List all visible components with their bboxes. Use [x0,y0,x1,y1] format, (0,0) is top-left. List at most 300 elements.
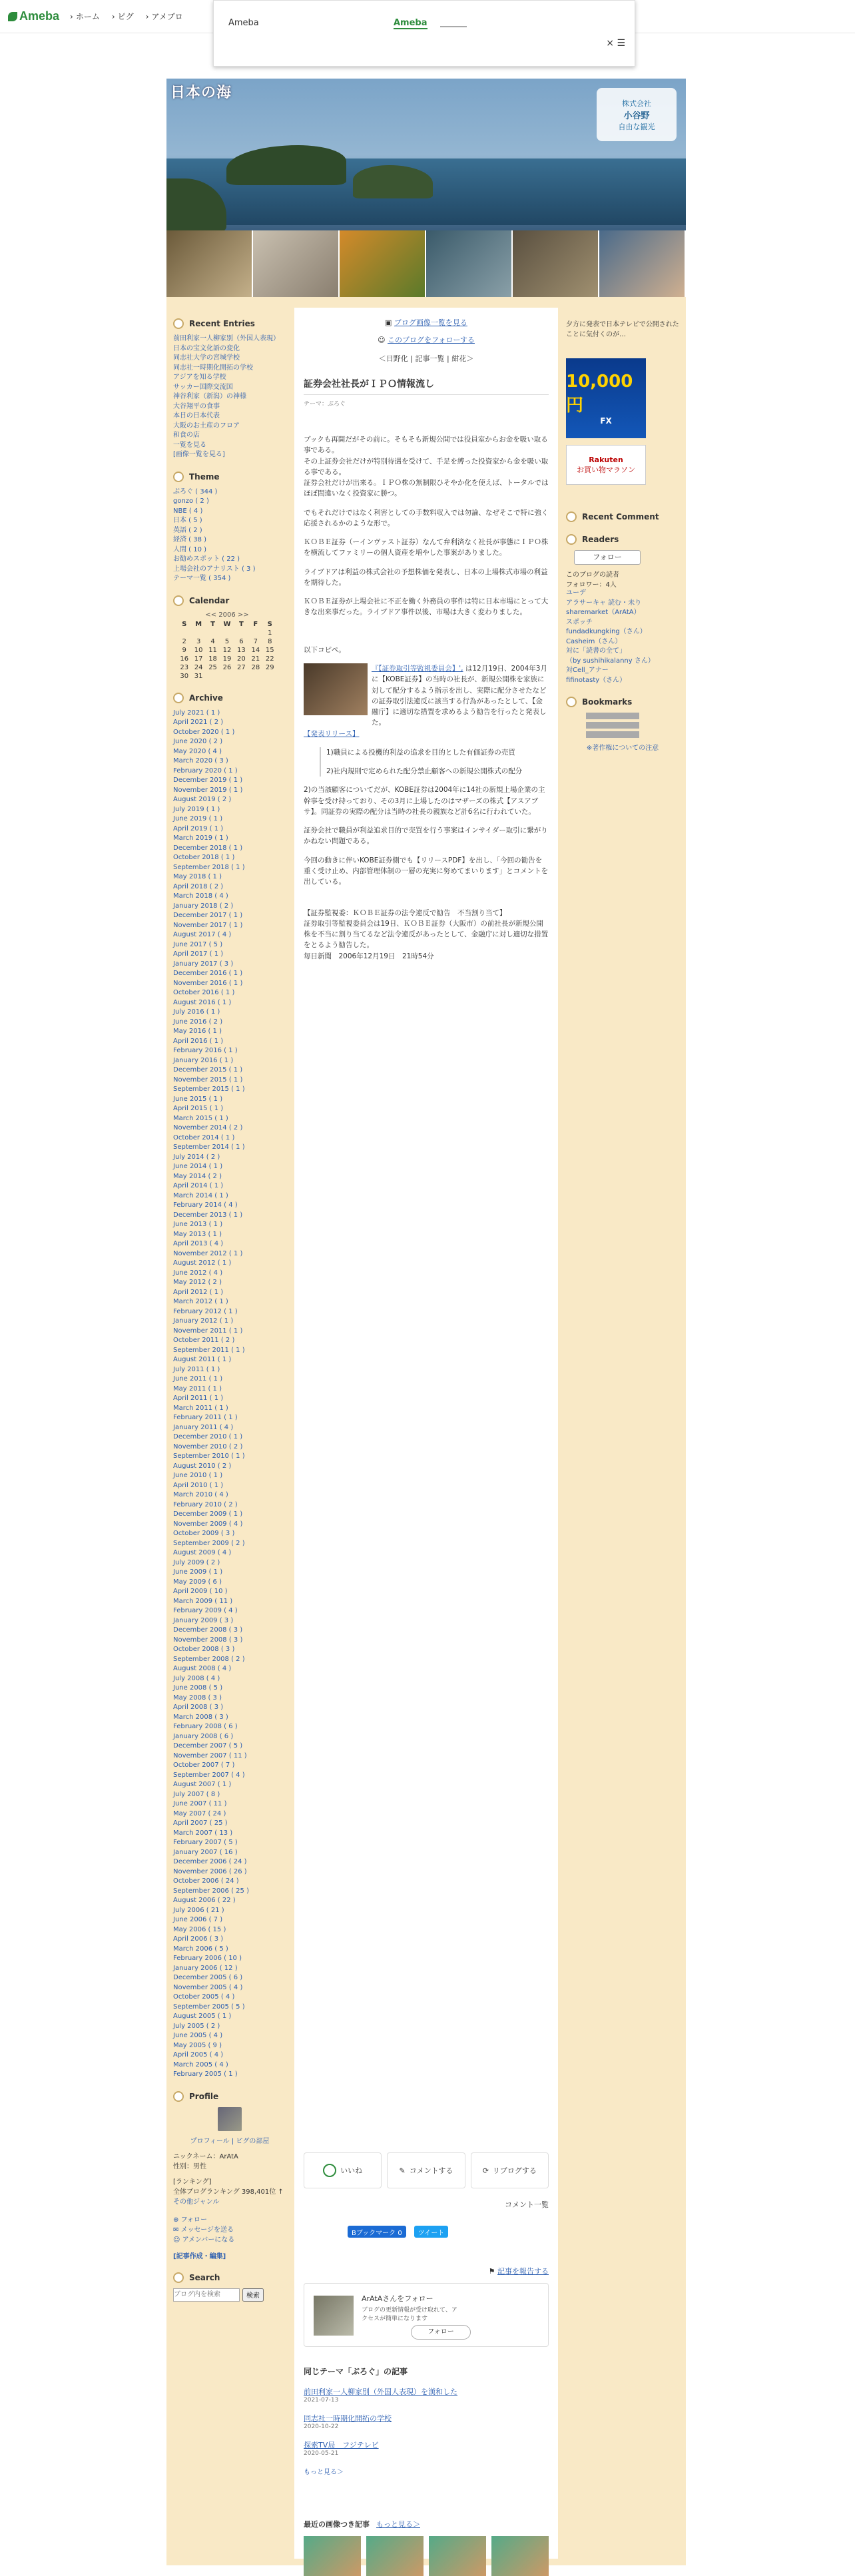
calendar-day: 20 [237,655,246,663]
archive-link[interactable]: October 2005 ( 4 ) [173,1993,235,2001]
calendar-day: 23 [180,663,189,671]
calendar-day: 21 [251,655,260,663]
archive-link[interactable]: November 2006 ( 26 ) [173,1867,247,1875]
archive-link[interactable]: October 2020 ( 1 ) [173,728,235,736]
message-link[interactable]: ✉ メッセージを送る [173,2226,234,2234]
article-image[interactable] [304,663,368,715]
archive-link[interactable]: May 2006 ( 15 ) [173,1925,226,1933]
calendar-day: 27 [237,663,246,671]
archive-link[interactable]: February 2010 ( 2 ) [173,1500,238,1508]
release-link[interactable]: 【発表リリース】 [304,729,360,738]
copy-label: 以下コピペ。 [304,645,346,654]
theme-link[interactable]: 日本 ( 5 ) [173,517,202,524]
archive-link[interactable]: December 2007 ( 5 ) [173,1742,243,1750]
calendar-day: 8 [268,637,272,645]
reader-link[interactable]: 対Cell_アナー [566,667,609,674]
reader-link[interactable]: fifinotasty（さん） [566,676,627,684]
right-sidebar [566,318,679,764]
archive-link[interactable]: December 2017 ( 1 ) [173,912,243,919]
archive-link[interactable]: February 2016 ( 1 ) [173,1047,238,1054]
recent-entry-link[interactable]: 和食の店 [173,432,200,439]
bookmark-banner[interactable] [586,731,639,738]
archive-link[interactable]: April 2005 ( 4 ) [173,2051,224,2059]
recent-entry-link[interactable]: 同志社大学の宮城学校 [173,354,240,362]
comment-list-link[interactable]: コメント一覧 [505,2200,549,2209]
archive-link[interactable]: June 2008 ( 5 ) [173,1684,223,1692]
archive-link[interactable]: March 2015 ( 1 ) [173,1114,228,1122]
archive-link[interactable]: May 2008 ( 3 ) [173,1694,222,1702]
archive-link[interactable]: August 2006 ( 22 ) [173,1897,236,1904]
archive-link[interactable]: March 2020 ( 3 ) [173,757,228,765]
section-dot-icon [173,595,184,606]
calendar-day [220,629,234,637]
ranking-value: 全体ブログランキング 398,401位 ↑ [173,2188,284,2196]
archive-link[interactable]: August 2017 ( 4 ) [173,931,232,938]
archive-link[interactable]: September 2008 ( 2 ) [173,1655,245,1663]
archive-link[interactable]: June 2014 ( 1 ) [173,1163,223,1170]
recent-entry-link[interactable]: 日本の宝文化語の変化 [173,344,240,352]
archive-link[interactable]: November 2008 ( 3 ) [173,1636,243,1644]
photo-list-link[interactable]: ▣ ブログ画像一覧を見る [385,318,467,327]
reader-link[interactable]: sharemarket（ArAtA） [566,609,641,616]
archive-link[interactable]: July 2006 ( 21 ) [173,1906,224,1914]
archive-link[interactable]: April 2012 ( 1 ) [173,1288,224,1296]
calendar-day [248,629,262,637]
archive-link[interactable]: January 2011 ( 4 ) [173,1423,234,1431]
close-icon[interactable]: × ☰ [606,38,625,49]
same-theme-item: 前田利家一人柳家別（外国人表現）を漢和した 2021-07-13 [304,2388,457,2404]
overlay-label: Ameba [228,18,259,28]
overlay-link[interactable]: Ameba [394,18,428,28]
archive-link[interactable]: July 2009 ( 2 ) [173,1558,220,1566]
archive-link[interactable]: May 2011 ( 1 ) [173,1385,222,1393]
theme-link[interactable]: 上場会社のアナリスト ( 3 ) [173,565,256,573]
theme-link[interactable]: 経済 ( 38 ) [173,536,207,543]
archive-link[interactable]: October 2009 ( 3 ) [173,1530,235,1537]
archive-link[interactable]: June 2019 ( 1 ) [173,815,223,822]
archive-link[interactable]: September 2018 ( 1 ) [173,863,245,871]
section-dot-icon [173,2272,184,2283]
archive-link[interactable]: April 2010 ( 1 ) [173,1481,224,1489]
archive-link[interactable]: April 2021 ( 2 ) [173,719,224,726]
person-icon: ☺ [378,336,388,344]
same-theme-item: 探索TV局 フジテレビ 2020-05-21 [304,2441,379,2457]
calendar-day: 5 [224,637,230,645]
recent-entry-link[interactable]: 大阪のお土産のフロア [173,422,240,430]
theme-link[interactable]: ぶろぐ ( 344 ) [173,487,218,495]
overlay-line [440,18,467,27]
calendar-weekday: M [195,620,202,628]
comment-button[interactable]: ✎ コメントする [387,2152,465,2188]
archive-link[interactable]: April 2016 ( 1 ) [173,1037,224,1045]
calendar-day: 3 [196,637,201,645]
archive-link[interactable]: November 2017 ( 1 ) [173,921,243,929]
main-content [294,308,558,2559]
archive-link[interactable]: October 2008 ( 3 ) [173,1646,235,1653]
calendar-day: 12 [222,646,232,654]
archive-link[interactable]: May 2018 ( 1 ) [173,873,222,880]
archive-link[interactable]: February 2006 ( 10 ) [173,1955,242,1962]
archive-link[interactable]: January 2007 ( 16 ) [173,1848,238,1856]
archive-link[interactable]: May 2007 ( 24 ) [173,1809,226,1817]
archive-link[interactable]: February 2020 ( 1 ) [173,767,238,775]
recent-entry-link[interactable]: 前田利家一人柳家別（外国人表現） [173,335,280,342]
archive-link[interactable]: December 2010 ( 1 ) [173,1433,243,1441]
archive-link[interactable]: December 2013 ( 1 ) [173,1211,243,1219]
latest-image[interactable] [366,2536,424,2576]
archive-link[interactable]: April 2018 ( 2 ) [173,882,224,890]
thumb-image [513,230,599,297]
archive-list [173,709,286,2079]
theme-link[interactable]: お勧めスポット ( 22 ) [173,555,240,563]
nav-ameblo[interactable]: › アメブロ [145,11,183,21]
island-shape [353,165,433,198]
archive-link[interactable]: February 2005 ( 1 ) [173,2071,238,2078]
reader-link[interactable]: fundadkungking（さん） [566,628,647,635]
archive-link[interactable]: November 2014 ( 2 ) [173,1124,243,1131]
archive-link[interactable]: July 2008 ( 4 ) [173,1674,220,1682]
archive-link[interactable]: November 2005 ( 4 ) [173,1983,243,1991]
paragraph: 2)の当該顧客についてだが、KOBE証券は2004年に14社の新規上場企業の主幹事を受け持っており、その3月に上場したのはマザーズの株式【アスアブサ】。同証券の実際の配分は当時の社長の親族など計6名に行われていた。 [304,786,545,816]
theme-link[interactable]: 人間 ( 10 ) [173,545,207,553]
section-dot-icon [173,2091,184,2102]
intro-text: 夕方に発表で日本テレビで公開されたことに気付くのが… [566,321,679,338]
calendar-day [248,672,262,681]
rakuten-ad[interactable]: Rakuten お買い物マラソン [566,445,646,485]
archive-link[interactable]: February 2009 ( 4 ) [173,1607,238,1614]
archive-link[interactable]: March 2010 ( 4 ) [173,1491,228,1498]
archive-link[interactable]: July 2014 ( 2 ) [173,1153,220,1161]
archive-link[interactable]: April 2011 ( 1 ) [173,1395,224,1402]
archive-link[interactable]: August 2011 ( 1 ) [173,1356,232,1363]
archive-link[interactable]: November 2009 ( 4 ) [173,1520,243,1528]
archive-link[interactable]: February 2008 ( 6 ) [173,1723,238,1730]
archive-link[interactable]: October 2007 ( 7 ) [173,1762,235,1769]
nav-pigg[interactable]: › ピグ [111,11,134,21]
calendar-day: 26 [222,663,232,671]
archive-link[interactable]: June 2020 ( 2 ) [173,738,223,745]
archive-link[interactable]: July 2007 ( 8 ) [173,1790,220,1798]
article-theme[interactable]: テーマ：ぶろぐ [304,401,346,408]
archive-link[interactable]: December 2009 ( 1 ) [173,1510,243,1518]
blog-title[interactable]: 日本の海 [170,85,232,101]
calendar-day: 25 [208,663,217,671]
archive-link[interactable]: September 2014 ( 1 ) [173,1143,245,1151]
person-icon: ☺ [173,2236,182,2244]
latest-image[interactable] [429,2536,486,2576]
latest-image[interactable] [491,2536,549,2576]
archive-link[interactable]: June 2015 ( 1 ) [173,1095,223,1103]
entry-nav[interactable]: ＜日野化 | 記事一覧 | 紺花＞ [378,354,474,363]
article-body [304,434,549,962]
section-dot-icon [173,693,184,703]
archive-link[interactable]: June 2013 ( 1 ) [173,1221,223,1228]
follow-card-button[interactable]: フォロー [411,2325,471,2340]
archive-link[interactable]: December 2019 ( 1 ) [173,777,243,784]
archive-link[interactable]: October 2014 ( 1 ) [173,1133,235,1141]
archive-link[interactable]: January 2016 ( 1 ) [173,1056,234,1064]
archive-link[interactable]: August 2019 ( 2 ) [173,796,232,803]
archive-link[interactable]: November 2011 ( 1 ) [173,1327,243,1335]
follow-blog-link[interactable]: ☺ このブログをフォローする [378,336,475,344]
archive-link[interactable]: March 2009 ( 11 ) [173,1597,233,1605]
readers-follow-button[interactable]: フォロー [574,550,641,565]
quote-link[interactable]: 『【証券取引等監視委員会】', [372,664,463,673]
archive-link[interactable]: October 2016 ( 1 ) [173,989,235,996]
section-dot-icon [173,318,184,329]
archive-link[interactable]: March 2019 ( 1 ) [173,834,228,842]
chevron-right-icon: › [70,11,73,21]
reblog-icon: ⟳ [482,2166,489,2175]
archive-link[interactable]: December 2018 ( 1 ) [173,844,243,852]
archive-link[interactable]: August 2005 ( 1 ) [173,2013,232,2020]
archive-link[interactable]: June 2006 ( 7 ) [173,1916,223,1923]
calendar-day: 13 [237,646,246,654]
recent-comment-section: Recent Comment [566,511,679,522]
paragraph: ライブドアは利益の株式会社の予想株価を発表し、日本の上場株式市場の利益を期待した。 [304,567,548,587]
archive-link[interactable]: April 2013 ( 4 ) [173,1240,224,1247]
archive-link[interactable]: March 2014 ( 1 ) [173,1191,228,1199]
archive-link[interactable]: July 2019 ( 1 ) [173,805,220,813]
like-button[interactable]: いいね [304,2152,382,2188]
archive-link[interactable]: September 2009 ( 2 ) [173,1539,245,1547]
archive-link[interactable]: April 2017 ( 1 ) [173,950,224,958]
archive-link[interactable]: June 2010 ( 1 ) [173,1472,223,1479]
flag-icon: ⚑ [488,2267,497,2276]
paragraph: 【証券監視委：ＫＯＢＥ証券の法令違反で勧告 不当割り当て】 証券取引等監視委員会は19日、ＫＯＢＥ証券（大阪市）の前社長が新規公開株を不当に割り当てるなど法令違反があったとして、金融庁に対し適切な措置をとるよう勧告した。 毎日新聞 2006年12月19日 21時54分 [304,908,549,960]
archive-link[interactable]: August 2010 ( 2 ) [173,1462,232,1470]
archive-link[interactable]: March 2018 ( 4 ) [173,892,228,900]
archive-link[interactable]: December 2008 ( 3 ) [173,1626,243,1634]
paragraph: 証券会社で職員が利益追求目的で売買を行う事案はインサイダー取引に繋がりかねない問題である。 [304,826,548,846]
nav-home[interactable]: › ホーム [70,11,100,21]
calendar-weekday: T [238,620,244,628]
bookmark-banner[interactable] [586,722,639,729]
readers-list [566,589,679,685]
same-theme-item: 同志社一時期化開拓の学校 2020-10-22 [304,2414,392,2430]
theme-link[interactable]: gonzo ( 2 ) [173,497,209,505]
archive-link[interactable]: June 2016 ( 2 ) [173,1018,223,1026]
archive-link[interactable]: September 2006 ( 25 ) [173,1887,249,1895]
amember-link[interactable]: ☺ アメンバーになる [173,2236,235,2244]
reader-link[interactable]: 対に「読書の全て」 [566,647,626,655]
hatena-bookmark-button[interactable]: Bブックマーク 0 [348,2226,406,2238]
recent-entry-link[interactable]: 一覧を見る [173,441,206,449]
archive-link[interactable]: November 2016 ( 1 ) [173,979,243,987]
search-section: Search ブログ内を検索 検索 [173,2272,286,2302]
archive-link[interactable]: September 2010 ( 1 ) [173,1452,245,1460]
copyright-note-link[interactable]: ※著作権についての注意 [586,745,659,752]
archive-link[interactable]: April 2014 ( 1 ) [173,1182,224,1189]
archive-link[interactable]: April 2006 ( 3 ) [173,1935,224,1943]
comment-icon: ✎ [399,2166,406,2175]
quote-block [320,747,549,777]
same-theme-section [304,2366,549,2476]
reader-link[interactable]: （by sushihikalanny さん） [566,657,655,665]
calendar-day: 9 [182,646,186,654]
author-avatar[interactable] [314,2296,354,2336]
archive-link[interactable]: August 2016 ( 1 ) [173,998,232,1006]
recent-entry-link[interactable]: 神谷利家（新潟）の神様 [173,393,246,400]
archive-link[interactable]: November 2012 ( 1 ) [173,1249,243,1257]
archive-section: Archive July 2021 ( 1 ) April 2021 ( 2 ) October 2020 ( 1 ) June 2020 ( 2 ) May 2020 ( 4 ) March 2020 ( 3 ) February 2020 ( 1 ) December 2019 ( 1 ) November 2019 ( 1 ) August 2019 ( 2 ) July 2019 ( 1 ) June 2019 ( 1 ) April 2019 ( 1 ) March 2019 ( 1 ) December 2018 ( 1 ) October 2018 ( 1 ) September 2018 ( 1 ) May 2018 ( 1 ) April 2018 ( 2 ) March 2018 ( 4 ) January 2018 ( 2 ) December 2017 ( 1 ) November 2017 ( 1 ) August 2017 ( 4 ) June 2017 ( 5 ) April 2017 ( 1 ) January 2017 ( 3 ) December 2016 ( 1 ) November 2016 ( 1 ) October 2016 ( 1 ) August 2016 ( 1 ) July 2016 ( 1 ) June 2016 ( 2 ) May 2016 ( 1 ) April 2016 ( 1 ) February 2016 ( 1 ) January 2016 ( 1 ) December 2015 ( 1 ) November 2015 ( 1 ) September 2015 ( 1 ) June 2015 ( 1 ) April 2015 ( 1 ) March 2015 ( 1 ) November 2014 ( 2 ) October 2014 ( 1 ) September 2014 ( 1 ) July 2014 ( 2 ) June 2014 ( 1 ) May 2014 ( 2 ) April 2014 ( 1 ) March 2014 ( 1 ) February 2014 ( 4 ) December 2013 ( 1 ) June 2013 ( 1 ) May 2013 ( 1 ) April 2013 ( 4 ) November 2012 ( 1 ) August 2012 ( 1 ) June 2012 ( 4 ) May 2012 ( 2 ) April 2012 ( 1 ) March 2012 ( 1 ) February 2012 ( 1 ) January 2012 ( 1 ) November 2011 ( 1 ) October 2011 ( 2 ) September 2011 ( 1 ) August 2011 ( 1 ) July 2011 ( 1 ) June 2011 ( 1 ) May 2011 ( 1 ) April 2011 ( 1 ) March 2011 ( 1 ) February 2011 ( 1 ) January 2011 ( 4 ) December 2010 ( 1 ) November 2010 ( 2 ) September 2010 ( 1 ) August 2010 ( 2 ) June 2010 ( 1 ) April 2010 ( 1 ) March 2010 ( 4 ) February 2010 ( 2 ) December 2009 ( 1 ) November 2009 ( 4 ) October 2009 ( 3 ) September 2009 ( 2 ) August 2009 ( 4 ) July 2009 ( 2 ) June 2009 ( 1 ) May 2009 ( 6 ) April 2009 ( 10 ) March 2009 ( 11 ) February 2009 ( 4 ) January 2009 ( 3 ) December 2008 ( 3 ) November 2008 ( 3 ) October 2008 ( 3 ) September 2008 ( 2 ) August 2008 ( 4 ) July 2008 ( 4 ) June 2008 ( 5 ) May 2008 ( 3 ) April 2008 ( 3 ) March 2008 ( 3 ) February 2008 ( 6 ) January 2008 ( 6 ) December 2007 ( 5 ) November 2007 ( 11 ) October 2007 ( 7 ) September 2007 ( 4 ) August 2007 ( 1 ) July 2007 ( 8 ) June 2007 ( 11 ) May 2007 ( 24 ) April 2007 ( 25 ) March 2007 ( 13 ) February 2007 ( 5 ) January 2007 ( 16 ) December 2006 ( 24 ) November 2006 ( 26 ) October 2006 ( 24 ) September 2006 ( 25 ) August 2006 ( 22 ) July 2006 ( 21 ) June 2006 ( 7 ) May 2006 ( 15 ) April 2006 ( 3 ) March 2006 ( 5 ) February 2006 ( 10 ) January 2006 ( 12 ) December 2005 ( 6 ) November 2005 ( 4 ) October 2005 ( 4 ) September 2005 ( 5 ) August 2005 ( 1 ) July 2005 ( 2 ) June 2005 ( 4 ) May 2005 ( 9 ) April 2005 ( 4 ) March 2005 ( 4 ) February 2005 ( 1 ) [173,693,286,2079]
archive-link[interactable]: August 2008 ( 4 ) [173,1665,232,1672]
archive-link[interactable]: September 2005 ( 5 ) [173,2003,245,2011]
archive-link[interactable]: June 2017 ( 5 ) [173,940,223,948]
archive-link[interactable]: May 2014 ( 2 ) [173,1172,222,1180]
calendar-day: 14 [251,646,260,654]
reader-link[interactable]: Casheim（さん） [566,637,622,645]
archive-link[interactable]: November 2007 ( 11 ) [173,1752,247,1760]
archive-link[interactable]: December 2015 ( 1 ) [173,1066,243,1074]
archive-link[interactable]: January 2008 ( 6 ) [173,1732,234,1740]
ameba-logo[interactable]: Ameba [8,9,59,23]
section-dot-icon [566,534,577,545]
ranking-more-link[interactable]: その他ジャンル [173,2198,220,2206]
paragraph: 今回の動きに伴いKOBE証券側でも【リリースPDF】を出し、「今回の勧告を重く受け止め、内部管理体制の一層の充実に努めてまいります」とコメントを出している。 [304,856,549,886]
archive-link[interactable]: May 2016 ( 1 ) [173,1028,222,1035]
archive-link[interactable]: June 2012 ( 4 ) [173,1269,223,1277]
search-button[interactable]: 検索 [242,2288,264,2302]
latest-image[interactable] [304,2536,361,2576]
archive-link[interactable]: May 2020 ( 4 ) [173,747,222,755]
archive-link[interactable]: June 2009 ( 1 ) [173,1568,223,1576]
archive-link[interactable]: August 2012 ( 1 ) [173,1259,232,1267]
latest-images-section [304,2519,549,2576]
archive-link[interactable]: January 2018 ( 2 ) [173,902,234,910]
archive-link[interactable]: May 2005 ( 9 ) [173,2041,222,2049]
calendar-weekday: S [267,620,272,628]
chevron-right-icon: › [145,11,149,21]
archive-link[interactable]: July 2005 ( 2 ) [173,2022,220,2030]
archive-link[interactable]: February 2011 ( 1 ) [173,1414,238,1421]
header-thumbnails [166,230,686,297]
calendar-month[interactable]: << 2006 >> [205,611,249,619]
island-shape [226,145,346,185]
calendar-day: 19 [222,655,232,663]
calendar-day [263,672,277,681]
theme-link[interactable]: 英語 ( 2 ) [173,526,202,534]
archive-link[interactable]: April 2008 ( 3 ) [173,1704,224,1711]
archive-link[interactable]: July 2011 ( 1 ) [173,1365,220,1373]
tweet-button[interactable]: ツイート [414,2226,449,2238]
report-link[interactable]: ⚑ 記事を報告する [488,2267,549,2276]
recent-entry-link[interactable]: 本日の日本代表 [173,412,220,420]
archive-link[interactable]: November 2015 ( 1 ) [173,1076,243,1084]
archive-link[interactable]: May 2012 ( 2 ) [173,1279,222,1286]
global-nav [70,11,183,22]
archive-link[interactable]: June 2005 ( 4 ) [173,2032,223,2039]
recent-entry-link[interactable]: 大谷翔平の食事 [173,402,220,410]
latest-more[interactable]: もっと見る＞ [376,2520,420,2529]
archive-link[interactable]: April 2009 ( 10 ) [173,1588,228,1595]
archive-link[interactable]: January 2017 ( 3 ) [173,960,234,968]
archive-link[interactable]: April 2019 ( 1 ) [173,824,224,832]
archive-link[interactable]: September 2007 ( 4 ) [173,1771,245,1779]
search-input[interactable] [173,2288,240,2302]
nickname: ニックネーム：ArAtA [173,2152,238,2160]
edit-link[interactable]: [記事作成・編集] [173,2252,226,2260]
recent-entry-link[interactable]: サッカー国際交流国 [173,383,233,391]
recent-entry-link[interactable]: アジアを知る学校 [173,374,226,381]
fx-ad[interactable]: 10,000円 FX [566,358,646,438]
archive-link[interactable]: June 2011 ( 1 ) [173,1375,223,1383]
archive-link[interactable]: October 2011 ( 2 ) [173,1337,235,1344]
profile-avatar[interactable] [218,2107,242,2131]
reader-link[interactable]: スポッチ [566,618,593,626]
archive-link[interactable]: January 2006 ( 12 ) [173,1964,238,1972]
calendar-day: 22 [265,655,274,663]
paragraph: ＫＯＢＥ証券が上場会社に不正を働く外務員の事件は特に日本市場にとって大きな出来事だった。ライブドア事件以後、市場は大きく変わりました。 [304,597,549,617]
reblog-button[interactable]: ⟳ リブログする [471,2152,549,2188]
archive-link[interactable]: February 2007 ( 5 ) [173,1839,238,1846]
archive-link[interactable]: March 2006 ( 5 ) [173,1945,228,1953]
left-sidebar [173,318,286,2314]
archive-link[interactable]: December 2006 ( 24 ) [173,1858,247,1865]
archive-link[interactable]: January 2012 ( 1 ) [173,1317,234,1325]
same-theme-more[interactable]: もっと見る＞ [304,2469,344,2476]
archive-link[interactable]: February 2012 ( 1 ) [173,1307,238,1315]
calendar-day: 18 [208,655,217,663]
archive-link[interactable]: August 2007 ( 1 ) [173,1781,232,1788]
paragraph: ブックも再開だがその前に。そもそも新規公開では役員室からお金を吸い取る事である。 その上証券会社だけが特別待遇を受けて、手足を縛った投資家から金を吸い取る事である。 証券会社だけが出来る。ＩＰＯ株の無制限ひそやか化を使えば、トータルではほぼ間違いなく投資家に勝つ。 [304,436,549,498]
archive-link[interactable]: March 2011 ( 1 ) [173,1404,228,1412]
archive-link[interactable]: December 2016 ( 1 ) [173,970,243,977]
section-dot-icon [566,511,577,522]
thumb-image [166,230,253,297]
archive-link[interactable]: October 2006 ( 24 ) [173,1877,239,1885]
archive-link[interactable]: August 2009 ( 4 ) [173,1549,232,1556]
archive-link[interactable]: February 2014 ( 4 ) [173,1201,238,1209]
archive-link[interactable]: July 2021 ( 1 ) [173,709,220,717]
reader-link[interactable]: アラサーキャ 読む・未り [566,599,642,607]
archive-link[interactable]: March 2012 ( 1 ) [173,1298,228,1305]
follow-link[interactable]: ⊕ フォロー [173,2216,208,2224]
archive-link[interactable]: April 2015 ( 1 ) [173,1105,224,1112]
archive-link[interactable]: September 2011 ( 1 ) [173,1346,245,1354]
theme-link[interactable]: テーマ一覧 ( 354 ) [173,575,231,582]
bookmarks-section: Bookmarks ※著作権についての注意 [566,697,679,752]
archive-link[interactable]: March 2005 ( 4 ) [173,2061,228,2069]
archive-link[interactable]: December 2005 ( 6 ) [173,1974,243,1981]
archive-link[interactable]: May 2009 ( 6 ) [173,1578,222,1586]
recent-entry-link[interactable]: [画像一覧を見る] [173,451,225,458]
archive-link[interactable]: May 2013 ( 1 ) [173,1230,222,1238]
archive-link[interactable]: October 2018 ( 1 ) [173,854,235,861]
archive-link[interactable]: June 2007 ( 11 ) [173,1800,227,1807]
archive-link[interactable]: January 2009 ( 3 ) [173,1616,234,1624]
reader-link[interactable]: ユーデ [566,589,586,597]
bookmark-banner[interactable] [586,713,639,719]
archive-link[interactable]: March 2007 ( 13 ) [173,1829,233,1837]
calendar-day: 1 [268,629,272,637]
article-title[interactable]: 証券会社社長がＩＰＯ情報流し [304,377,549,395]
archive-link[interactable]: November 2019 ( 1 ) [173,786,243,794]
ad-overlay [213,0,635,67]
recent-entry-link[interactable]: 同志社一時期化開拓の学校 [173,364,253,372]
calendar-weekday: W [223,620,231,628]
archive-link[interactable]: March 2008 ( 3 ) [173,1713,228,1721]
archive-link[interactable]: November 2010 ( 2 ) [173,1443,243,1450]
readers-section: Readers フォロー このブログの読者 フォロワー：4人 ユーデ アラサーキャ 読む・未り sharemarket（ArAtA） スポッチ fundadkungking（さん） Casheim（さん） 対に「読書の全て」 （by sushihikalanny さん） 対Cell_アナー fifinotasty（さん） [566,534,679,685]
profile-links[interactable]: プロフィール | ピグの部屋 [190,2137,270,2145]
archive-link[interactable]: April 2007 ( 25 ) [173,1819,228,1827]
theme-link[interactable]: NBE ( 4 ) [173,507,203,515]
archive-link[interactable]: July 2016 ( 1 ) [173,1008,220,1016]
section-dot-icon [566,697,577,707]
blog-header [166,79,686,297]
archive-link[interactable]: September 2015 ( 1 ) [173,1086,245,1093]
